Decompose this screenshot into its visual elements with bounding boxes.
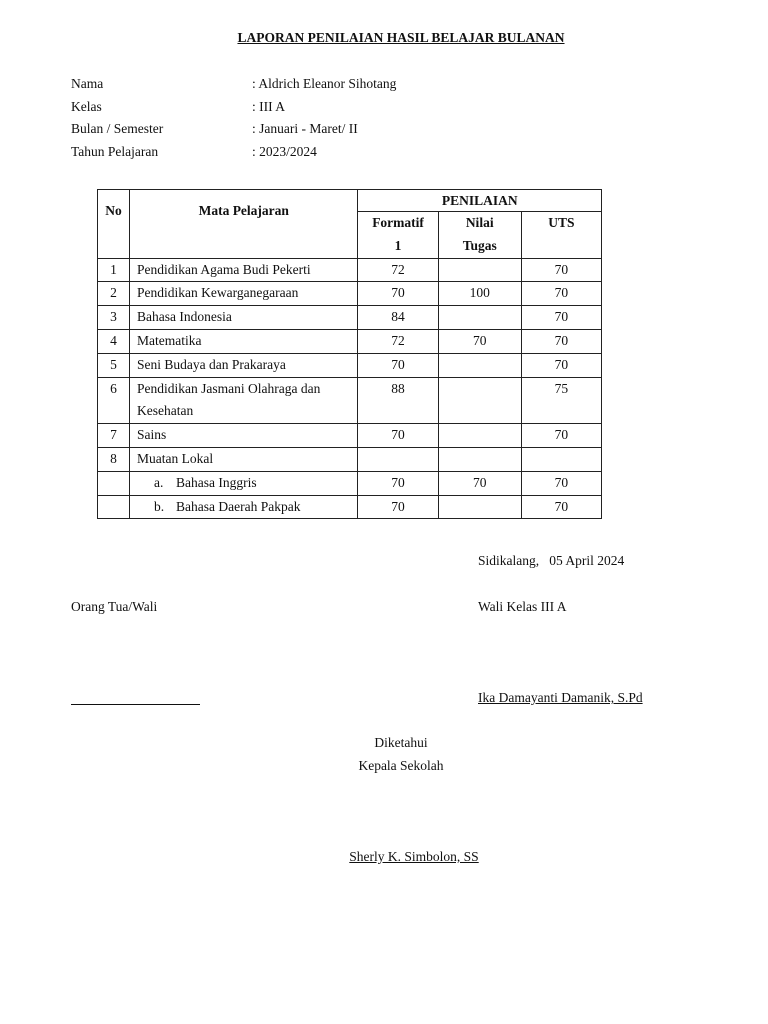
- row-formatif: 88: [358, 377, 438, 424]
- info-label-year: Tahun Pelajaran: [71, 144, 159, 159]
- row-tugas: [438, 447, 521, 471]
- row-formatif: [358, 447, 438, 471]
- row-uts: 70: [521, 258, 601, 282]
- acknowledged-label: Diketahui: [374, 735, 428, 750]
- row-uts: 70: [521, 282, 601, 306]
- row-subject: Seni Budaya dan Prakaraya: [130, 353, 358, 377]
- sub-item-label: Bahasa Inggris: [176, 474, 257, 490]
- row-no: 8: [98, 447, 130, 471]
- info-label-class: Kelas: [71, 99, 102, 114]
- info-label-semester: Bulan / Semester: [71, 121, 164, 136]
- row-tugas: [438, 306, 521, 330]
- table-row: [98, 258, 602, 282]
- row-formatif: 84: [358, 306, 438, 330]
- row-uts: [521, 447, 601, 471]
- header-nilai-tugas: [438, 212, 521, 259]
- homeroom-teacher-name: Ika Damayanti Damanik, S.Pd: [478, 690, 643, 705]
- table-row: [98, 282, 602, 306]
- table-row: [98, 353, 602, 377]
- sub-item-mark: b.: [154, 498, 165, 514]
- table-header-row: [98, 190, 602, 212]
- row-uts: 75: [521, 377, 601, 424]
- header-nilai-label: Nilai: [465, 215, 494, 230]
- row-no-empty: [98, 495, 130, 519]
- row-tugas: 70: [438, 471, 521, 495]
- grades-table: [97, 189, 602, 519]
- table-row: [98, 447, 602, 471]
- row-no: 5: [98, 353, 130, 377]
- row-subject: Pendidikan Agama Budi Pekerti: [130, 258, 358, 282]
- header-tugas-label: Tugas: [462, 237, 497, 253]
- row-subject: Matematika: [130, 329, 358, 353]
- row-uts: 70: [521, 495, 601, 519]
- row-tugas: [438, 495, 521, 519]
- row-uts: 70: [521, 471, 601, 495]
- row-formatif: 70: [358, 471, 438, 495]
- sub-item-mark: a.: [154, 474, 164, 490]
- row-formatif: 70: [358, 353, 438, 377]
- row-uts: 70: [521, 329, 601, 353]
- row-no: 3: [98, 306, 130, 330]
- row-subject: [130, 471, 358, 495]
- header-penilaian: PENILAIAN: [358, 190, 602, 212]
- place-date: Sidikalang, 05 April 2024: [478, 553, 625, 568]
- header-formatif-label: Formatif: [372, 215, 424, 230]
- row-no: 7: [98, 424, 130, 448]
- info-value-name: : Aldrich Eleanor Sihotang: [252, 76, 397, 91]
- parent-signature-line: [71, 689, 200, 705]
- row-tugas: [438, 424, 521, 448]
- table-sub-row: [98, 471, 602, 495]
- row-uts: 70: [521, 306, 601, 330]
- info-value-year: : 2023/2024: [252, 144, 317, 159]
- row-no: 6: [98, 377, 130, 424]
- header-no: No: [98, 190, 130, 259]
- row-subject-line2: Kesehatan: [137, 403, 194, 419]
- info-value-semester: : Januari - Maret/ II: [252, 121, 358, 136]
- row-subject: [130, 495, 358, 519]
- parent-role: Orang Tua/Wali: [71, 599, 158, 614]
- table-row: [98, 377, 602, 424]
- row-tugas: [438, 377, 521, 424]
- header-formatif-number: 1: [394, 237, 402, 253]
- row-uts: 70: [521, 353, 601, 377]
- row-formatif: 70: [358, 424, 438, 448]
- sub-item-label: Bahasa Daerah Pakpak: [176, 498, 301, 514]
- row-no: 4: [98, 329, 130, 353]
- row-no: 1: [98, 258, 130, 282]
- row-tugas: [438, 258, 521, 282]
- table-sub-row: [98, 495, 602, 519]
- row-tugas: [438, 353, 521, 377]
- homeroom-teacher-role: Wali Kelas III A: [478, 599, 567, 614]
- info-label-name: Nama: [71, 76, 104, 91]
- row-subject: Pendidikan Kewarganegaraan: [130, 282, 358, 306]
- table-row: [98, 424, 602, 448]
- row-subject-line1: Pendidikan Jasmani Olahraga dan: [137, 380, 321, 396]
- principal-role: Kepala Sekolah: [358, 758, 444, 773]
- table-row: [98, 329, 602, 353]
- row-tugas: 70: [438, 329, 521, 353]
- row-subject: Muatan Lokal: [130, 447, 358, 471]
- header-uts: UTS: [521, 212, 601, 259]
- row-subject: [130, 377, 358, 424]
- row-subject: Bahasa Indonesia: [130, 306, 358, 330]
- row-no-empty: [98, 471, 130, 495]
- row-formatif: 72: [358, 258, 438, 282]
- row-formatif: 70: [358, 495, 438, 519]
- row-formatif: 72: [358, 329, 438, 353]
- table-row: [98, 306, 602, 330]
- row-no: 2: [98, 282, 130, 306]
- header-formatif: [358, 212, 438, 259]
- row-uts: 70: [521, 424, 601, 448]
- row-tugas: 100: [438, 282, 521, 306]
- principal-name: Sherly K. Simbolon, SS: [349, 849, 479, 864]
- row-formatif: 70: [358, 282, 438, 306]
- header-subject: Mata Pelajaran: [130, 190, 358, 259]
- info-value-class: : III A: [252, 99, 285, 114]
- report-title: LAPORAN PENILAIAN HASIL BELAJAR BULANAN: [237, 30, 565, 45]
- row-subject: Sains: [130, 424, 358, 448]
